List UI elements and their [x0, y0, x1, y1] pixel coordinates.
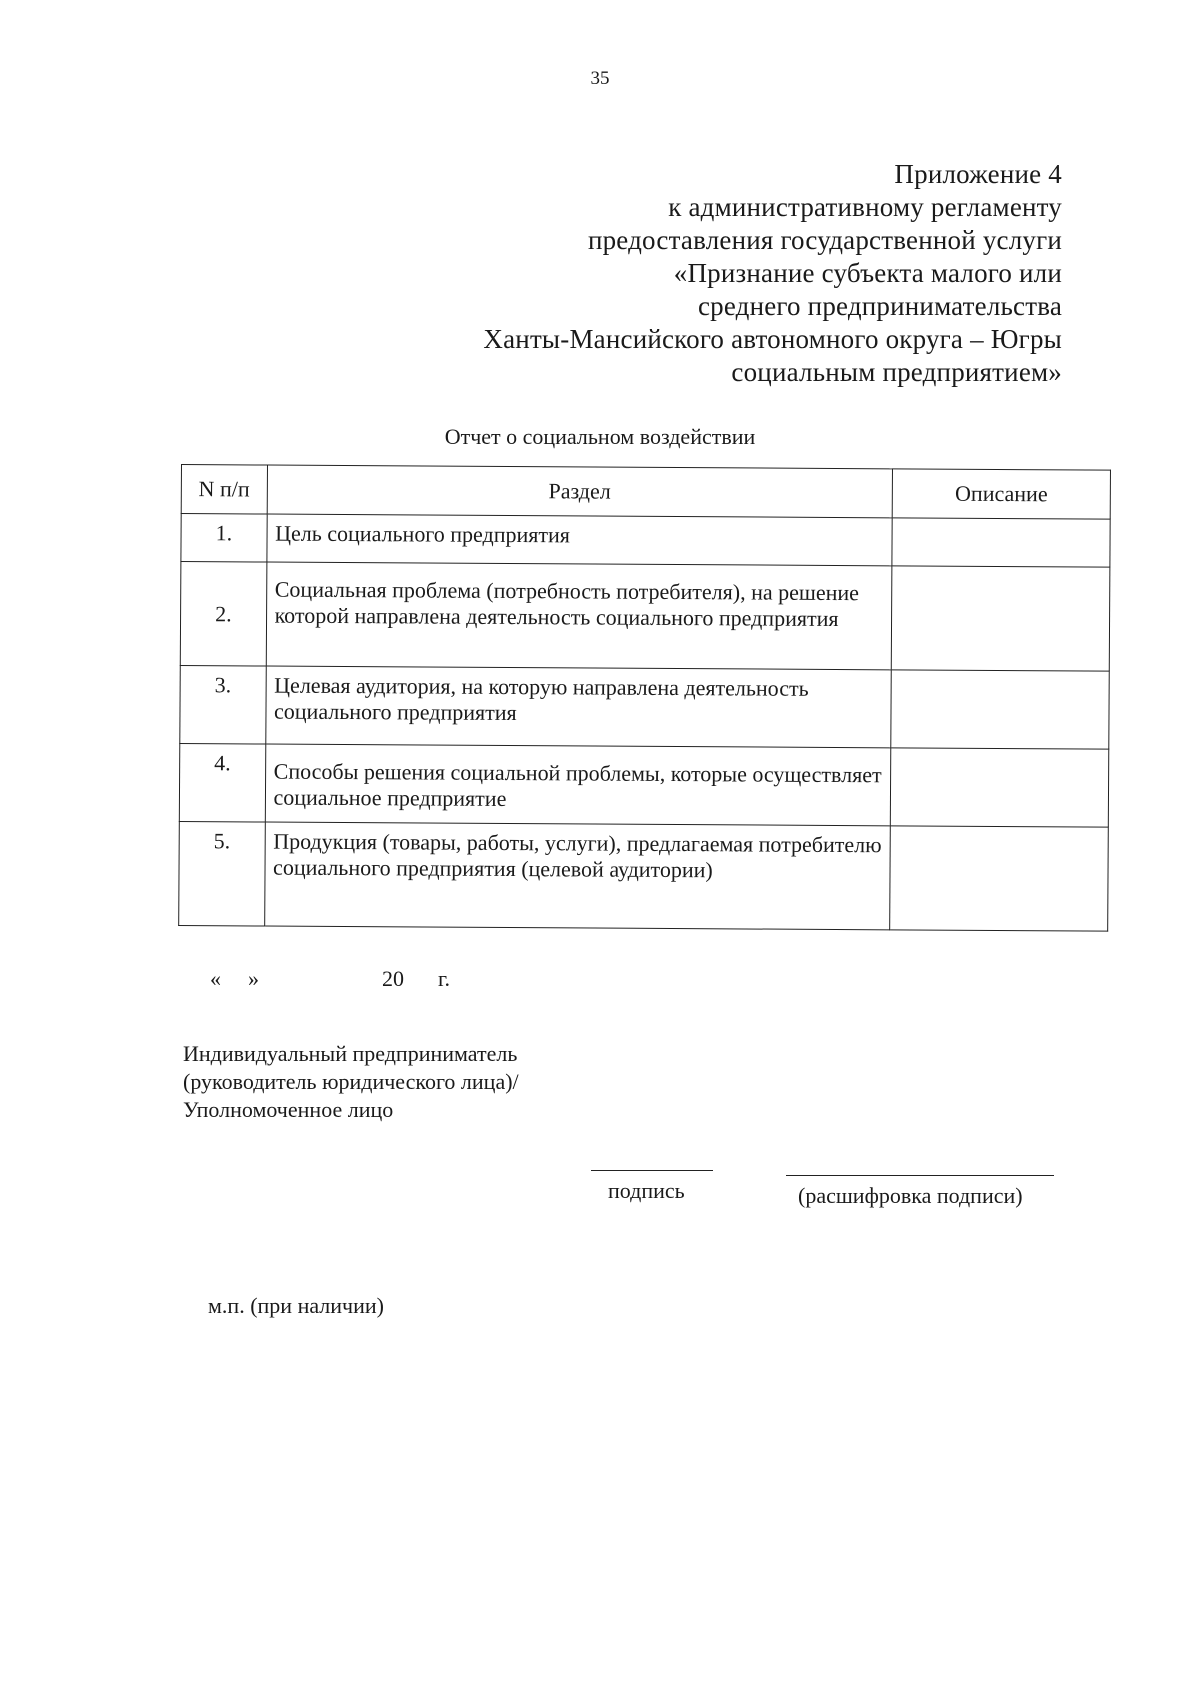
- row-num: 3.: [180, 665, 266, 744]
- row-section: Социальная проблема (потребность потребителя), на решение которой направлена деятельность социального предприятия: [266, 562, 892, 670]
- signature-decode-label: (расшифровка подписи): [798, 1183, 1023, 1208]
- row-description[interactable]: [892, 518, 1110, 567]
- appendix-line: социальным предприятием»: [731, 357, 1062, 387]
- row-description[interactable]: [891, 566, 1110, 671]
- date-year-suffix: г.: [438, 966, 451, 991]
- report-table: [178, 464, 1111, 932]
- table-row: [180, 665, 1109, 749]
- table-row: [180, 562, 1110, 672]
- table-row: [179, 821, 1109, 931]
- appendix-header: [483, 158, 1062, 389]
- date-year-prefix: 20: [382, 966, 404, 991]
- appendix-line: предоставления государственной услуги: [587, 225, 1062, 255]
- signer-line: (руководитель юридического лица)/: [183, 1069, 519, 1094]
- table-row: [179, 743, 1108, 827]
- appendix-line: «Признание субъекта малого или: [673, 258, 1062, 288]
- signer-line: Индивидуальный предприниматель: [183, 1041, 518, 1066]
- appendix-line: среднего предпринимательства: [697, 291, 1062, 321]
- signature-decode-line: [786, 1175, 1054, 1176]
- appendix-line: Ханты-Мансийского автономного округа – Югры: [483, 324, 1062, 354]
- signer-block: [183, 1040, 519, 1124]
- signature-line: [591, 1170, 713, 1171]
- row-section: Целевая аудитория, на которую направлена деятельность социального предприятия: [265, 666, 891, 748]
- row-num: 1.: [181, 514, 267, 563]
- page-number: 35: [590, 68, 610, 89]
- row-description[interactable]: [890, 826, 1109, 931]
- header-section: Раздел: [267, 465, 893, 518]
- row-section: Способы решения социальной проблемы, которые осуществляет социальное предприятие: [265, 744, 891, 826]
- signer-line: Уполномоченное лицо: [183, 1097, 394, 1122]
- row-section: Продукция (товары, работы, услуги), предлагаемая потребителю социального предприятия (целевой аудитории): [264, 822, 890, 930]
- row-num: 4.: [179, 743, 265, 822]
- row-description[interactable]: [891, 670, 1109, 749]
- date-open-quote: «: [210, 966, 221, 991]
- row-num: 5.: [179, 821, 265, 926]
- header-num: N п/п: [181, 465, 267, 515]
- appendix-line: к административному регламенту: [668, 192, 1062, 222]
- appendix-line: Приложение 4: [894, 159, 1062, 189]
- stamp-note: м.п. (при наличии): [208, 1293, 384, 1318]
- signature-label: подпись: [608, 1178, 685, 1203]
- row-num: 2.: [180, 562, 266, 667]
- date-close-quote: »: [248, 966, 259, 991]
- report-title: Отчет о социальном воздействии: [444, 424, 756, 449]
- row-section: Цель социального предприятия: [266, 514, 892, 566]
- table-row: [181, 514, 1110, 568]
- table-header-row: [181, 465, 1110, 520]
- row-description[interactable]: [890, 748, 1108, 827]
- header-description: Описание: [892, 469, 1110, 519]
